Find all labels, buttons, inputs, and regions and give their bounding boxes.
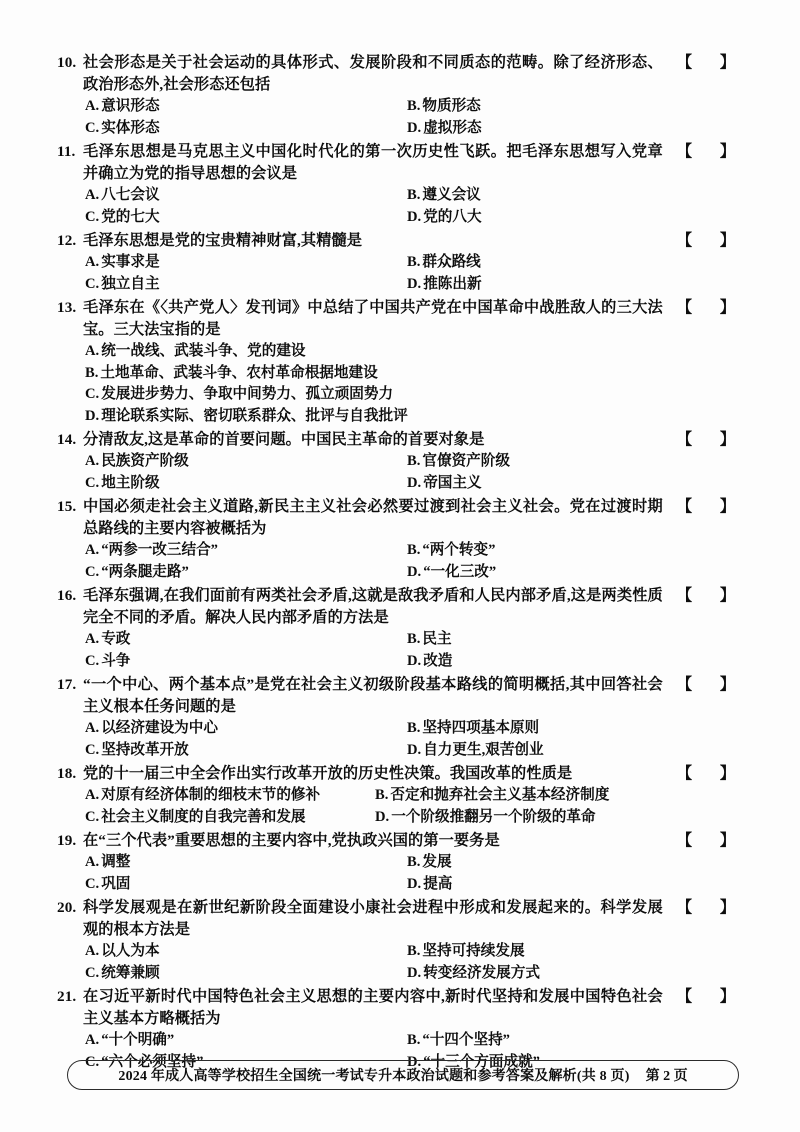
option-label: B. xyxy=(407,943,421,959)
answer-bracket[interactable]: 【 】 xyxy=(676,988,747,1005)
option-text: “两参一改三结合” xyxy=(101,542,218,558)
question-block xyxy=(57,496,747,583)
question-number: 19. xyxy=(57,832,77,849)
option-row xyxy=(85,785,747,807)
question-block xyxy=(57,585,747,672)
option-row xyxy=(85,629,747,651)
question-stem xyxy=(83,297,747,341)
option-d[interactable] xyxy=(407,874,452,896)
question-block xyxy=(57,230,747,295)
option-d[interactable] xyxy=(375,807,596,829)
option-label: B. xyxy=(407,453,421,469)
question-number: 15. xyxy=(57,498,77,515)
option-a[interactable] xyxy=(85,852,407,874)
option-b[interactable] xyxy=(407,540,495,562)
option-row xyxy=(85,384,747,406)
option-label: B. xyxy=(407,254,421,270)
option-list xyxy=(85,185,747,228)
option-label: B. xyxy=(407,1032,421,1048)
question-number: 18. xyxy=(57,765,77,782)
option-label: A. xyxy=(85,787,100,803)
footer-page-number: 第 2 页 xyxy=(645,1069,688,1084)
option-row xyxy=(85,740,747,762)
option-label: A. xyxy=(85,854,100,870)
option-label: B. xyxy=(85,364,99,381)
option-a[interactable] xyxy=(85,96,407,118)
option-row xyxy=(85,406,747,428)
option-label: C. xyxy=(85,808,100,825)
question-stem-text: 社会形态是关于社会运动的具体形式、发展阶段和不同质态的范畴。除了经济形态、政治形态外,社会形态还包括 xyxy=(83,54,663,93)
option-list xyxy=(85,96,747,139)
option-c[interactable] xyxy=(85,473,407,495)
answer-bracket[interactable]: 【 】 xyxy=(676,232,747,249)
question-stem xyxy=(83,986,747,1030)
question-block xyxy=(57,429,747,494)
option-label: D. xyxy=(407,275,422,292)
option-a[interactable] xyxy=(85,451,407,473)
option-row xyxy=(85,207,747,229)
question-block xyxy=(57,897,747,984)
option-c[interactable] xyxy=(85,963,407,985)
option-row xyxy=(85,807,747,829)
question-stem-text: 科学发展观是在新世纪新阶段全面建设小康社会进程中形成和发展起来的。科学发展观的根本方法是 xyxy=(83,899,663,938)
option-label: B. xyxy=(375,787,389,803)
question-stem xyxy=(83,897,747,941)
option-d[interactable] xyxy=(407,562,496,584)
option-label: A. xyxy=(85,720,100,736)
option-text: 理论联系实际、密切联系群众、批评与自我批评 xyxy=(101,407,408,424)
option-row xyxy=(85,363,747,385)
question-block xyxy=(57,830,747,895)
question-stem xyxy=(83,496,747,540)
option-row xyxy=(85,1030,747,1052)
question-block xyxy=(57,674,747,761)
option-label: A. xyxy=(85,187,100,203)
footer-inner xyxy=(118,1065,687,1085)
option-b[interactable] xyxy=(407,451,510,473)
option-text: 民族资产阶级 xyxy=(101,453,189,469)
option-label: B. xyxy=(407,631,421,647)
option-label: D. xyxy=(407,208,422,225)
question-stem-text: 毛泽东思想是党的宝贵精神财富,其精髓是 xyxy=(83,232,363,249)
option-row xyxy=(85,718,747,740)
option-text: 改造 xyxy=(423,652,453,669)
option-text: 社会主义制度的自我完善和发展 xyxy=(101,808,306,825)
option-text: 地主阶级 xyxy=(101,474,160,491)
question-stem-text: 党的十一届三中全会作出实行改革开放的历史性决策。我国改革的性质是 xyxy=(83,765,573,782)
option-text: 群众路线 xyxy=(422,254,481,270)
option-label: D. xyxy=(407,875,422,892)
option-text: 土地革命、武装斗争、农村革命根据地建设 xyxy=(100,364,378,381)
option-row xyxy=(85,540,747,562)
option-label: C. xyxy=(85,474,100,491)
option-d[interactable] xyxy=(407,207,482,229)
option-list xyxy=(85,451,747,494)
option-list xyxy=(85,852,747,895)
answer-bracket[interactable]: 【 】 xyxy=(676,143,747,160)
option-d[interactable] xyxy=(407,963,540,985)
question-stem xyxy=(83,585,747,629)
option-b[interactable] xyxy=(407,629,452,651)
option-text: 遵义会议 xyxy=(422,187,481,203)
option-list xyxy=(85,540,747,583)
option-label: C. xyxy=(85,275,100,292)
option-label: B. xyxy=(407,187,421,203)
question-stem-row xyxy=(57,897,747,941)
option-list xyxy=(85,785,747,828)
option-text: 坚持四项基本原则 xyxy=(422,720,540,736)
option-text: 发展 xyxy=(422,854,452,870)
answer-bracket[interactable]: 【 】 xyxy=(676,54,747,71)
option-a[interactable] xyxy=(85,341,747,363)
option-b[interactable] xyxy=(407,718,539,740)
option-d[interactable] xyxy=(407,740,544,762)
option-text: 物质形态 xyxy=(422,98,481,114)
option-list xyxy=(85,718,747,761)
option-label: A. xyxy=(85,1032,100,1048)
option-row xyxy=(85,473,747,495)
question-stem-row xyxy=(57,763,747,785)
option-label: D. xyxy=(85,407,100,424)
option-d[interactable] xyxy=(407,651,452,673)
option-label: D. xyxy=(407,964,422,981)
answer-bracket[interactable]: 【 】 xyxy=(676,299,747,316)
question-list xyxy=(57,52,747,1075)
option-label: C. xyxy=(85,1053,100,1070)
option-label: B. xyxy=(407,542,421,558)
option-a[interactable] xyxy=(85,1030,407,1052)
answer-bracket[interactable]: 【 】 xyxy=(676,676,747,693)
option-row xyxy=(85,96,747,118)
option-label: A. xyxy=(85,98,100,114)
option-c[interactable] xyxy=(85,384,747,406)
option-label: C. xyxy=(85,119,100,136)
option-text: 帝国主义 xyxy=(423,474,482,491)
option-text: 实体形态 xyxy=(101,119,160,136)
option-text: 专政 xyxy=(101,631,131,647)
question-stem xyxy=(83,830,747,852)
option-text: 民主 xyxy=(422,631,452,647)
option-text: 独立自主 xyxy=(101,275,160,292)
question-stem-text: 在“三个代表”重要思想的主要内容中,党执政兴国的第一要务是 xyxy=(83,832,500,849)
option-text: “六个必须坚持” xyxy=(101,1053,204,1070)
option-c[interactable] xyxy=(85,274,407,296)
option-row xyxy=(85,252,747,274)
option-c[interactable] xyxy=(85,562,407,584)
option-text: 转变经济发展方式 xyxy=(423,964,540,981)
option-label: A. xyxy=(85,254,100,270)
option-label: B. xyxy=(407,98,421,114)
question-stem-row xyxy=(57,141,747,185)
option-label: A. xyxy=(85,943,100,959)
option-row xyxy=(85,118,747,140)
option-text: 意识形态 xyxy=(101,98,160,114)
option-c[interactable] xyxy=(85,651,407,673)
question-stem-row xyxy=(57,830,747,852)
option-d[interactable] xyxy=(407,473,482,495)
question-block xyxy=(57,52,747,139)
option-label: B. xyxy=(407,854,421,870)
option-c[interactable] xyxy=(85,874,407,896)
option-label: B. xyxy=(407,720,421,736)
option-c[interactable] xyxy=(85,807,375,829)
option-a[interactable] xyxy=(85,252,407,274)
answer-bracket[interactable]: 【 】 xyxy=(676,431,747,448)
option-b[interactable] xyxy=(375,785,609,807)
question-stem-row xyxy=(57,496,747,540)
question-stem-text: 在习近平新时代中国特色社会主义思想的主要内容中,新时代坚持和发展中国特色社会主义基本方略概括为 xyxy=(83,988,663,1027)
option-a[interactable] xyxy=(85,718,407,740)
option-text: “一化三改” xyxy=(423,563,497,580)
question-stem-row xyxy=(57,585,747,629)
option-b[interactable] xyxy=(407,1030,510,1052)
option-text: “两条腿走路” xyxy=(101,563,189,580)
option-a[interactable] xyxy=(85,785,375,807)
option-label: D. xyxy=(407,741,422,758)
option-row xyxy=(85,941,747,963)
option-text: 党的七大 xyxy=(101,208,160,225)
question-stem-row xyxy=(57,230,747,252)
option-row xyxy=(85,651,747,673)
option-text: 官僚资产阶级 xyxy=(422,453,510,469)
option-list xyxy=(85,629,747,672)
option-label: C. xyxy=(85,741,100,758)
question-number: 20. xyxy=(57,899,77,916)
option-text: 实事求是 xyxy=(101,254,160,270)
answer-bracket[interactable]: 【 】 xyxy=(676,765,747,782)
option-text: 提高 xyxy=(423,875,453,892)
option-a[interactable] xyxy=(85,540,407,562)
option-a[interactable] xyxy=(85,185,407,207)
option-text: 以经济建设为中心 xyxy=(101,720,218,736)
answer-bracket[interactable]: 【 】 xyxy=(676,899,747,916)
option-text: 巩固 xyxy=(101,875,131,892)
question-stem xyxy=(83,429,747,451)
question-stem-text: 分清敌友,这是革命的首要问题。中国民主革命的首要对象是 xyxy=(83,431,485,448)
option-text: 一个阶级推翻另一个阶级的革命 xyxy=(391,808,596,825)
page-footer xyxy=(67,1060,739,1090)
option-label: D. xyxy=(407,652,422,669)
option-row xyxy=(85,451,747,473)
option-text: 发展进步势力、争取中间势力、孤立顽固势力 xyxy=(101,386,394,402)
question-number: 13. xyxy=(57,299,77,316)
option-text: 坚持可持续发展 xyxy=(422,943,525,959)
question-stem-row xyxy=(57,429,747,451)
option-label: A. xyxy=(85,343,100,359)
option-label: D. xyxy=(407,1053,422,1070)
option-row xyxy=(85,341,747,363)
question-stem-row xyxy=(57,674,747,718)
question-stem-row xyxy=(57,986,747,1030)
option-row xyxy=(85,185,747,207)
question-number: 14. xyxy=(57,431,77,448)
question-block xyxy=(57,763,747,828)
question-stem xyxy=(83,763,747,785)
option-label: C. xyxy=(85,208,100,225)
option-b[interactable] xyxy=(407,852,452,874)
answer-bracket[interactable]: 【 】 xyxy=(676,498,747,515)
question-stem xyxy=(83,141,747,185)
option-label: C. xyxy=(85,652,100,669)
question-block xyxy=(57,141,747,228)
question-number: 17. xyxy=(57,676,77,693)
option-label: A. xyxy=(85,453,100,469)
question-block xyxy=(57,297,747,427)
question-number: 21. xyxy=(57,988,77,1005)
option-d[interactable] xyxy=(407,274,482,296)
option-label: C. xyxy=(85,964,100,981)
option-c[interactable] xyxy=(85,740,407,762)
option-text: 党的八大 xyxy=(423,208,482,225)
option-text: 自力更生,艰苦创业 xyxy=(423,741,544,758)
question-number: 10. xyxy=(57,54,77,71)
option-list xyxy=(85,941,747,984)
question-stem xyxy=(83,674,747,718)
option-label: D. xyxy=(375,808,390,825)
option-label: A. xyxy=(85,542,100,558)
question-stem-text: 毛泽东思想是马克思主义中国化时代化的第一次历史性飞跃。把毛泽东思想写入党章并确立为党的指导思想的会议是 xyxy=(83,143,663,182)
footer-pill-border xyxy=(67,1060,739,1090)
answer-bracket[interactable]: 【 】 xyxy=(676,832,747,849)
option-text: 虚拟形态 xyxy=(423,119,482,136)
option-row xyxy=(85,852,747,874)
question-stem xyxy=(83,230,747,252)
option-text: 八七会议 xyxy=(101,187,160,203)
option-b[interactable] xyxy=(407,941,525,963)
option-label: D. xyxy=(407,563,422,580)
question-stem xyxy=(83,52,747,96)
answer-bracket[interactable]: 【 】 xyxy=(676,587,747,604)
question-stem-text: 毛泽东在《〈共产党人〉发刊词》中总结了中国共产党在中国革命中战胜敌人的三大法宝。三大法宝指的是 xyxy=(83,299,663,338)
option-label: A. xyxy=(85,631,100,647)
question-stem-text: 中国必须走社会主义道路,新民主主义社会必然要过渡到社会主义社会。党在过渡时期总路线的主要内容被概括为 xyxy=(83,498,663,537)
option-text: “十三个方面成就” xyxy=(423,1053,540,1070)
option-b[interactable] xyxy=(85,363,747,385)
option-text: “十四个坚持” xyxy=(422,1032,510,1048)
option-a[interactable] xyxy=(85,629,407,651)
option-row xyxy=(85,562,747,584)
question-number: 12. xyxy=(57,232,77,249)
footer-title: 2024 年成人高等学校招生全国统一考试专升本政治试题和参考答案及解析(共 8 页) xyxy=(118,1069,630,1084)
option-row xyxy=(85,963,747,985)
option-text: “十个明确” xyxy=(101,1032,175,1048)
option-b[interactable] xyxy=(407,252,481,274)
question-stem-row xyxy=(57,297,747,341)
option-text: 坚持改革开放 xyxy=(101,741,189,758)
option-text: 对原有经济体制的细枝末节的修补 xyxy=(101,787,321,803)
question-stem-text: “一个中心、两个基本点”是党在社会主义初级阶段基本路线的简明概括,其中回答社会主义根本任务问题的是 xyxy=(83,676,663,715)
option-list xyxy=(85,252,747,295)
option-label: D. xyxy=(407,119,422,136)
option-text: 调整 xyxy=(101,854,131,870)
option-label: C. xyxy=(85,563,100,580)
option-d[interactable] xyxy=(407,118,482,140)
option-c[interactable] xyxy=(85,118,407,140)
option-text: 统筹兼顾 xyxy=(101,964,160,981)
option-text: 否定和抛弃社会主义基本经济制度 xyxy=(390,787,610,803)
question-stem-row xyxy=(57,52,747,96)
question-number: 16. xyxy=(57,587,77,604)
option-row xyxy=(85,274,747,296)
option-text: 以人为本 xyxy=(101,943,160,959)
option-label: C. xyxy=(85,386,100,402)
option-list xyxy=(85,341,747,427)
option-b[interactable] xyxy=(407,185,481,207)
option-a[interactable] xyxy=(85,941,407,963)
option-text: 推陈出新 xyxy=(423,275,482,292)
question-stem-text: 毛泽东强调,在我们面前有两类社会矛盾,这就是敌我矛盾和人民内部矛盾,这是两类性质完全不同的矛盾。解决人民内部矛盾的方法是 xyxy=(83,587,663,626)
option-c[interactable] xyxy=(85,207,407,229)
option-label: C. xyxy=(85,875,100,892)
option-label: D. xyxy=(407,474,422,491)
option-d[interactable] xyxy=(85,406,747,428)
question-number: 11. xyxy=(57,143,76,160)
option-row xyxy=(85,874,747,896)
option-text: 斗争 xyxy=(101,652,131,669)
option-text: 统一战线、武装斗争、党的建设 xyxy=(101,343,306,359)
option-text: “两个转变” xyxy=(422,542,496,558)
option-b[interactable] xyxy=(407,96,481,118)
